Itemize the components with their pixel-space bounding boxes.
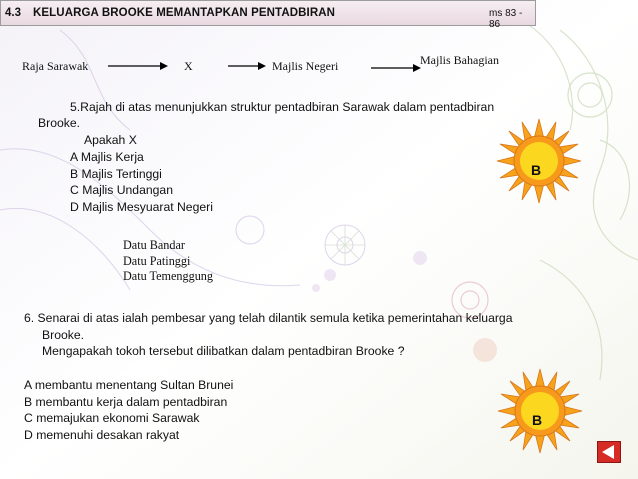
sun-badge-icon [495,117,583,205]
q6-text-line2: Brooke. [42,328,85,342]
q6-option-c: C memajukan ekonomi Sarawak [24,411,200,425]
flow-arrow-icon [228,61,266,71]
back-arrow-icon[interactable] [597,441,621,463]
q5-option-c: C Majlis Undangan [70,183,173,197]
section-title: KELUARGA BROOKE MEMANTAPKAN PENTADBIRAN [33,7,336,19]
flow-item-majlis-bahagian: Majlis Bahagian [420,53,499,67]
page-reference: ms 83 - 86 [489,8,523,30]
q6-option-b: B membantu kerja dalam pentadbiran [24,395,228,409]
q6-text-line3: Mengapakah tokoh tersebut dilibatkan dalam pentadbiran Brooke ? [42,344,405,358]
title-item: Datu Patinggi [123,254,191,268]
q5-prompt: Apakah X [84,133,137,147]
section-header [0,0,536,30]
title-item: Datu Temenggung [123,269,213,283]
q6-text-line1: 6. Senarai di atas ialah pembesar yang telah dilantik semula ketika pemerintahan keluarga [24,311,513,325]
q6-option-d: D memenuhi desakan rakyat [24,428,180,442]
flow-item-majlis-negeri: Majlis Negeri [272,59,339,73]
flow-arrow-icon [371,63,421,73]
flow-item-x: X [184,59,193,73]
q5-option-b: B Majlis Tertinggi [70,167,162,181]
q5-option-a: A Majlis Kerja [70,150,144,164]
q5-option-d: D Majlis Mesyuarat Negeri [70,200,213,214]
title-item: Datu Bandar [123,238,185,252]
q5-text-line2: Brooke. [38,116,81,130]
sun-badge-icon [496,367,584,455]
flow-arrow-icon [108,61,168,71]
q5-text-line1: 5.Rajah di atas menunjukkan struktur pentadbiran Sarawak dalam pentadbiran [70,100,495,114]
section-number: 4.3 [5,7,21,19]
q5-answer: B [531,162,542,178]
q6-option-a: A membantu menentang Sultan Brunei [24,378,234,392]
flow-item-raja: Raja Sarawak [22,59,89,73]
q6-answer: B [532,412,543,428]
